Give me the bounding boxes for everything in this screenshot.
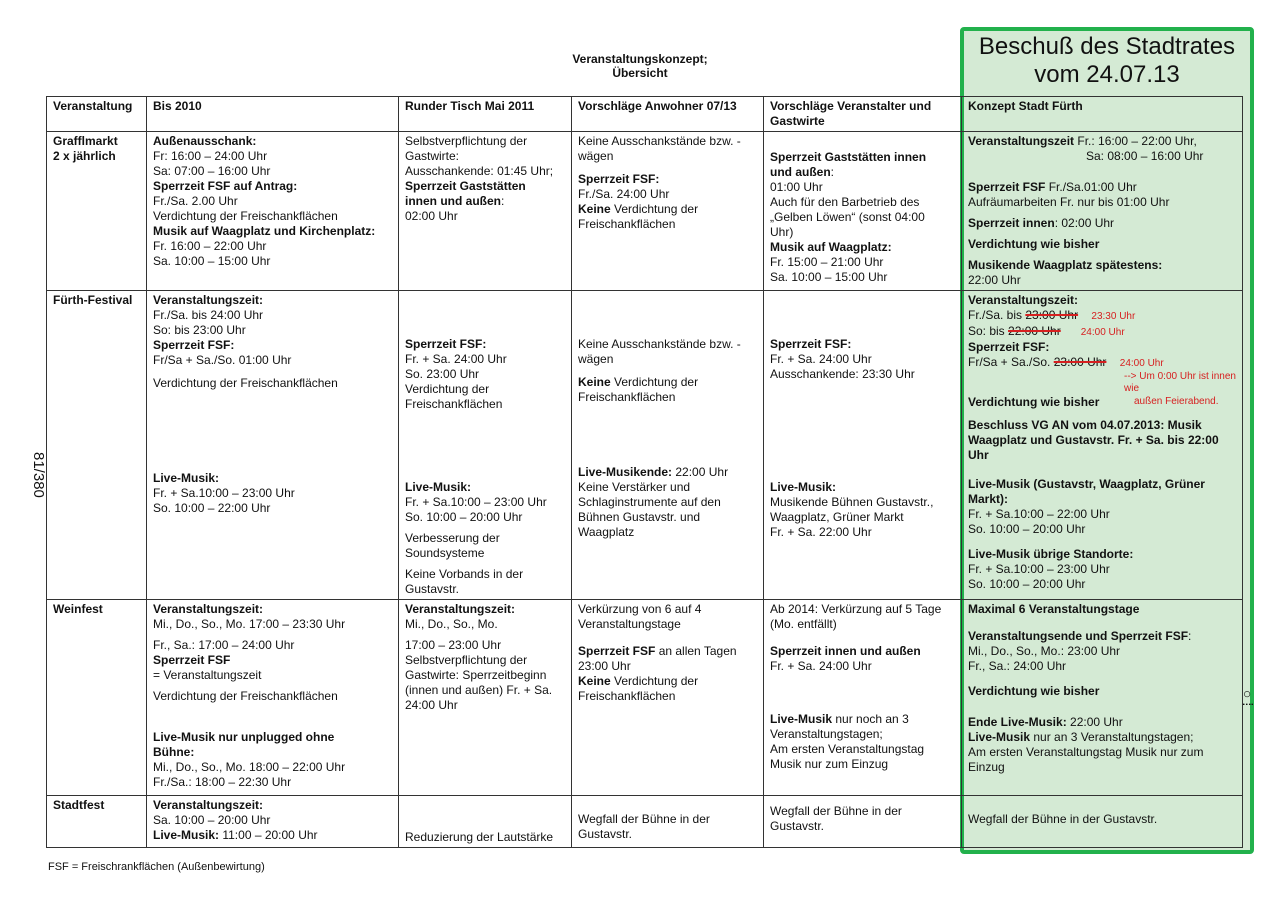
event-name: Fürth-Festival [47,291,147,600]
cell-city-concept: Veranstaltungszeit: Fr./Sa. bis 23:00 Uhr 23:30 Uhr So: bis 22:00 Uhr 24:00 Uhr Sperrzeit FSF: Fr/Sa + Sa./So. 23:00 Uhr 24:00 Uhr --> Um 0:00 Uhr ist innen wie Verdichtung wie bisher außen Feierabend. Beschluss VG AN vom 04.07.2013: Musik Waagplatz und Gustavstr. Fr. + Sa. bis 22:00 Uhr Live-Musik (Gustavstr, Waagplatz, Grüner Markt): Fr. + Sa.10:00 – 22:00 Uhr So. 10:00 – 20:00 Uhr Live-Musik übrige Standorte: Fr. + Sa.10:00 – 23:00 Uhr So. 10:00 – 20:00 Uhr [962,291,1243,600]
council-decision-title: Beschuß des Stadtrates vom 24.07.13 [978,33,1236,88]
col-header-city-concept: Konzept Stadt Fürth [962,97,1243,132]
col-header-residents: Vorschläge Anwohner 07/13 [572,97,764,132]
cell-residents: Verkürzung von 6 auf 4 Veranstaltungstage Sperrzeit FSF an allen Tagen 23:00 Uhr Keine Verdichtung der Freischankflächen [572,600,764,796]
event-name: Stadtfest [47,796,147,848]
col-header-until-2010: Bis 2010 [147,97,399,132]
table-row [47,132,1243,291]
cell-organizers: Sperrzeit Gaststätten innen und außen: 01:00 Uhr Auch für den Barbetrieb des „Gelben Löwen“ (sonst 04:00 Uhr) Musik auf Waagplatz: Fr. 15:00 – 21:00 Uhr Sa. 10:00 – 15:00 Uhr [764,132,962,291]
footnote: FSF = Freischrankflächen (Außenbewirtung) [48,861,265,873]
cell-until-2010: Veranstaltungszeit: Sa. 10:00 – 20:00 Uhr Live-Musik: 11:00 – 20:00 Uhr [147,796,399,848]
correction-note: 23:30 Uhr [1091,311,1136,322]
event-name: Grafflmarkt 2 x jährlich [47,132,147,291]
cell-residents: Keine Ausschankstände bzw. - wägen Keine Verdichtung der Freischankflächen Live-Musikende: 22:00 Uhr Keine Verstärker und Schlaginstrumente auf den Bühnen Gustavstr. und Waagplatz [572,291,764,600]
side-mark-icon: ○ ⁞ [1240,690,1256,707]
cell-city-concept: Veranstaltungszeit Fr.: 16:00 – 22:00 Uhr, Sa: 08:00 – 16:00 Uhr Sperrzeit FSF Fr./Sa.01:00 Uhr Aufräumarbeiten Fr. nur bis 01:00 Uhr Sperrzeit innen: 02:00 Uhr Verdichtung wie bisher Musikende Waagplatz spätestens: 22:00 Uhr [962,132,1243,291]
cell-city-concept: Maximal 6 Veranstaltungstage Veranstaltungsende und Sperrzeit FSF: Mi., Do., So., Mo.: 23:00 Uhr Fr., Sa.: 24:00 Uhr Verdichtung wie bisher Ende Live-Musik: 22:00 Uhr Live-Musik nur an 3 Veranstaltungstagen; Am ersten Veranstaltungstag Musik nur zum Einzug [962,600,1243,796]
cell-round-table: Sperrzeit FSF: Fr. + Sa. 24:00 Uhr So. 23:00 Uhr Verdichtung der Freischankflächen Live-Musik: Fr. + Sa.10:00 – 23:00 Uhr So. 10:00 – 20:00 Uhr Verbesserung der Soundsysteme Keine Vorbands in der Gustavstr. [399,291,572,600]
side-page-number: 81/380 [30,452,47,498]
col-header-organizers: Vorschläge Veranstalter und Gastwirte [764,97,962,132]
cell-until-2010: Veranstaltungszeit: Mi., Do., So., Mo. 17:00 – 23:30 Uhr Fr., Sa.: 17:00 – 24:00 Uhr Sperrzeit FSF = Veranstaltungszeit Verdichtung der Freischankflächen Live-Musik nur unplugged ohne Bühne: Mi., Do., So., Mo. 18:00 – 22:00 Uhr Fr./Sa.: 18:00 – 22:30 Uhr [147,600,399,796]
cell-round-table: Veranstaltungszeit: Mi., Do., So., Mo. 17:00 – 23:00 Uhr Selbstverpflichtung der Gastwirte: Sperrzeitbeginn (innen und außen) Fr. + Sa. 24:00 Uhr [399,600,572,796]
table-header-row [47,97,1243,132]
table-row [47,796,1243,848]
correction-note: 24:00 Uhr [1080,327,1125,338]
cell-until-2010: Außenausschank: Fr: 16:00 – 24:00 Uhr Sa: 07:00 – 16:00 Uhr Sperrzeit FSF auf Antrag: Fr./Sa. 2.00 Uhr Verdichtung der Freischankflächen Musik auf Waagplatz und Kirchenplatz: Fr. 16:00 – 22:00 Uhr Sa. 10:00 – 15:00 Uhr [147,132,399,291]
cell-round-table: Reduzierung der Lautstärke [399,796,572,848]
table-row [47,600,1243,796]
concept-table [46,96,1243,848]
col-header-event: Veranstaltung [47,97,147,132]
document-title: Veranstaltungskonzept; Übersicht [572,52,708,80]
cell-residents: Wegfall der Bühne in der Gustavstr. [572,796,764,848]
cell-until-2010: Veranstaltungszeit: Fr./Sa. bis 24:00 Uhr So: bis 23:00 Uhr Sperrzeit FSF: Fr/Sa + Sa./So. 01:00 Uhr Verdichtung der Freischankflächen Live-Musik: Fr. + Sa.10:00 – 23:00 Uhr So. 10:00 – 22:00 Uhr [147,291,399,600]
cell-organizers: Ab 2014: Verkürzung auf 5 Tage (Mo. entfällt) Sperrzeit innen und außen Fr. + Sa. 24:00 Uhr Live-Musik nur noch an 3 Veranstaltungstagen; Am ersten Veranstaltungstag Musik nur zum Einzug [764,600,962,796]
cell-city-concept: Wegfall der Bühne in der Gustavstr. [962,796,1243,848]
event-name: Weinfest [47,600,147,796]
cell-round-table: Selbstverpflichtung der Gastwirte: Ausschankende: 01:45 Uhr; Sperrzeit Gaststätten innen und außen: 02:00 Uhr [399,132,572,291]
cell-organizers: Sperrzeit FSF: Fr. + Sa. 24:00 Uhr Ausschankende: 23:30 Uhr Live-Musik: Musikende Bühnen Gustavstr., Waagplatz, Grüner Markt Fr. + Sa. 22:00 Uhr [764,291,962,600]
col-header-round-table: Runder Tisch Mai 2011 [399,97,572,132]
cell-residents: Keine Ausschankstände bzw. - wägen Sperrzeit FSF: Fr./Sa. 24:00 Uhr Keine Verdichtung der Freischankflächen [572,132,764,291]
cell-organizers: Wegfall der Bühne in der Gustavstr. [764,796,962,848]
table-row [47,291,1243,600]
correction-note: 24:00 Uhr [1119,358,1164,369]
